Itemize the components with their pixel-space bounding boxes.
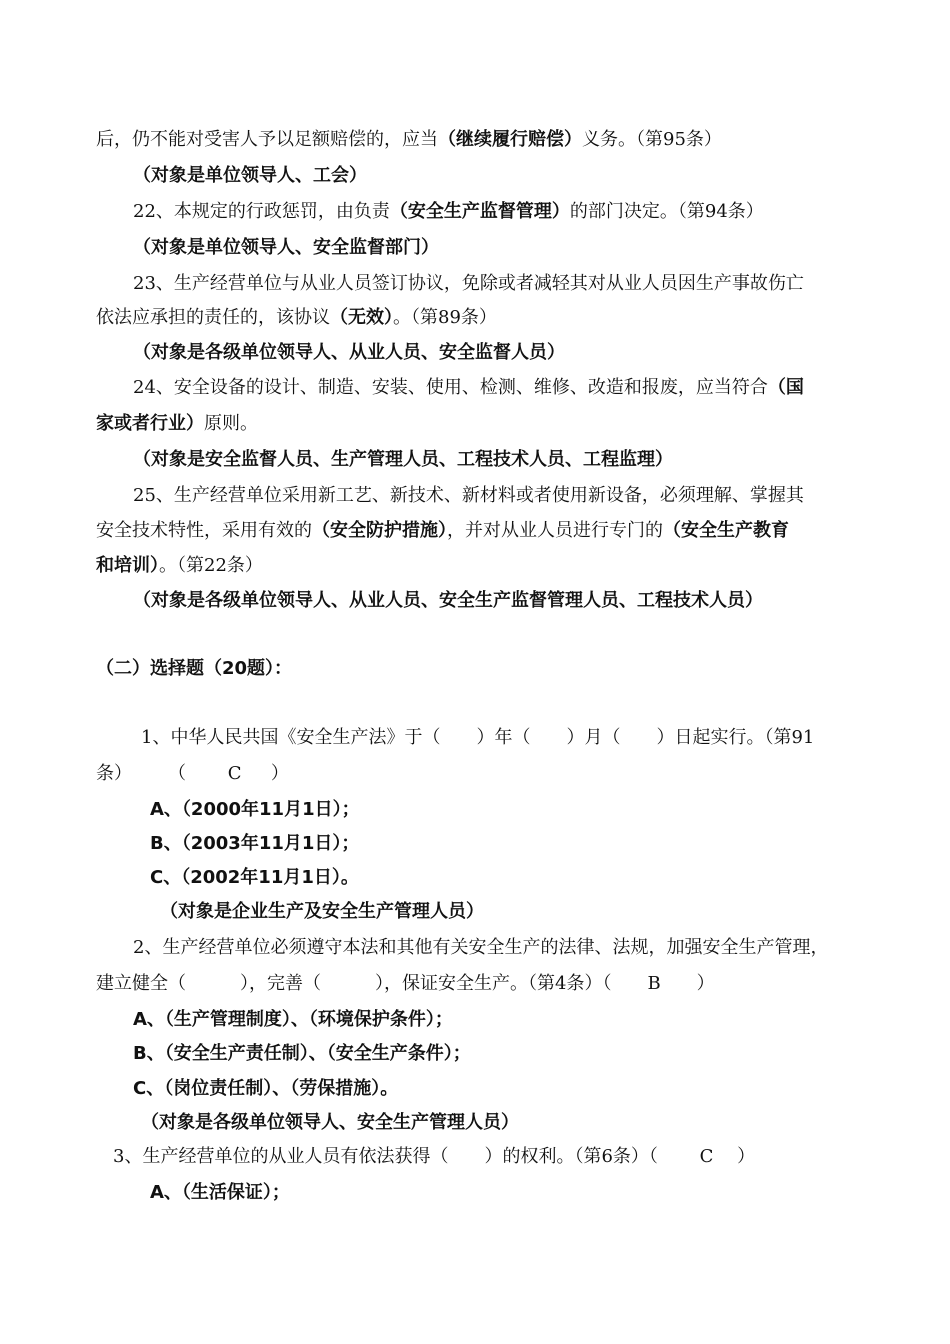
option-c: C、（岗位责任制）、（劳保措施）。 bbox=[133, 1078, 399, 1099]
item-25: 25、生产经营单位采用新工艺、新技术、新材料或者使用新设备，必须理解、掌握其 bbox=[133, 485, 804, 506]
text: 依法应承担的责任的，该协议 bbox=[96, 307, 330, 328]
text: 义务。（第95条） bbox=[582, 129, 722, 150]
audience-note: （对象是企业生产及安全生产管理人员） bbox=[160, 901, 484, 922]
paragraph-line bbox=[96, 519, 789, 543]
section-heading: （二）选择题（20题）： bbox=[96, 658, 293, 679]
option-b: B、（安全生产责任制）、（安全生产条件）； bbox=[133, 1043, 471, 1064]
bold-answer: （继续履行赔偿） bbox=[438, 129, 582, 150]
text: 24、安全设备的设计、制造、安装、使用、检测、维修、改造和报废，应当符合 bbox=[133, 377, 768, 398]
text: 22、本规定的行政惩罚，由负责 bbox=[133, 201, 390, 222]
question-2-answer: 建立健全（ ），完善（ ），保证安全生产。（第4条）（ B ） bbox=[96, 973, 715, 994]
bold-answer: （安全生产监督管理） bbox=[389, 201, 570, 222]
option-a: A、（生活保证）； bbox=[150, 1182, 290, 1203]
option-b: B、（2003年11月1日）； bbox=[150, 833, 360, 854]
audience-note: （对象是各级单位领导人、从业人员、安全生产监督管理人员、工程技术人员） bbox=[133, 590, 763, 611]
text: 安全技术特性，采用有效的 bbox=[96, 520, 312, 541]
audience-note: （对象是安全监督人员、生产管理人员、工程技术人员、工程监理） bbox=[133, 449, 673, 470]
text: ，并对从业人员进行专门的 bbox=[447, 520, 663, 541]
question-3: 3、生产经营单位的从业人员有依法获得（ ）的权利。（第6条）（ C ） bbox=[113, 1146, 756, 1167]
paragraph-line bbox=[96, 554, 263, 578]
audience-note: （对象是各级单位领导人、安全生产管理人员） bbox=[141, 1112, 519, 1133]
question-1: 1、中华人民共国《安全生产法》于（ ）年（ ）月（ ）日起实行。（第91 bbox=[141, 727, 815, 748]
audience-note: （对象是各级单位领导人、从业人员、安全监督人员） bbox=[133, 342, 565, 363]
option-c: C、（2002年11月1日）。 bbox=[150, 867, 359, 888]
question-1-answer: 条） （ C ） bbox=[96, 763, 289, 784]
paragraph-line bbox=[96, 306, 497, 330]
item-22 bbox=[133, 200, 764, 224]
text: 后，仍不能对受害人予以足额赔偿的，应当 bbox=[96, 129, 438, 150]
audience-note: （对象是单位领导人、安全监督部门） bbox=[133, 237, 439, 258]
bold-answer: （无效） bbox=[330, 307, 393, 328]
bold-answer: （安全生产教育 bbox=[663, 520, 789, 541]
paragraph-line bbox=[96, 412, 258, 436]
bold-answer: （安全防护措施） bbox=[312, 520, 447, 541]
bold-answer: 和培训） bbox=[96, 555, 159, 576]
item-24 bbox=[133, 376, 804, 400]
text: 原则。 bbox=[204, 413, 258, 434]
question-2: 2、生产经营单位必须遵守本法和其他有关安全生产的法律、法规，加强安全生产管理， bbox=[133, 937, 829, 958]
text: 。（第89条） bbox=[393, 307, 497, 328]
paragraph-line bbox=[96, 128, 722, 152]
text: 的部门决定。（第94条） bbox=[569, 201, 764, 222]
bold-answer: 家或者行业） bbox=[96, 413, 204, 434]
audience-note: （对象是单位领导人、工会） bbox=[133, 165, 367, 186]
option-a: A、（生产管理制度）、（环境保护条件）； bbox=[133, 1009, 453, 1030]
item-23: 23、生产经营单位与从业人员签订协议，免除或者减轻其对从业人员因生产事故伤亡 bbox=[133, 273, 804, 294]
bold-answer: （国 bbox=[767, 377, 804, 398]
option-a: A、（2000年11月1日）； bbox=[150, 799, 360, 820]
text: 。（第22条） bbox=[159, 555, 263, 576]
